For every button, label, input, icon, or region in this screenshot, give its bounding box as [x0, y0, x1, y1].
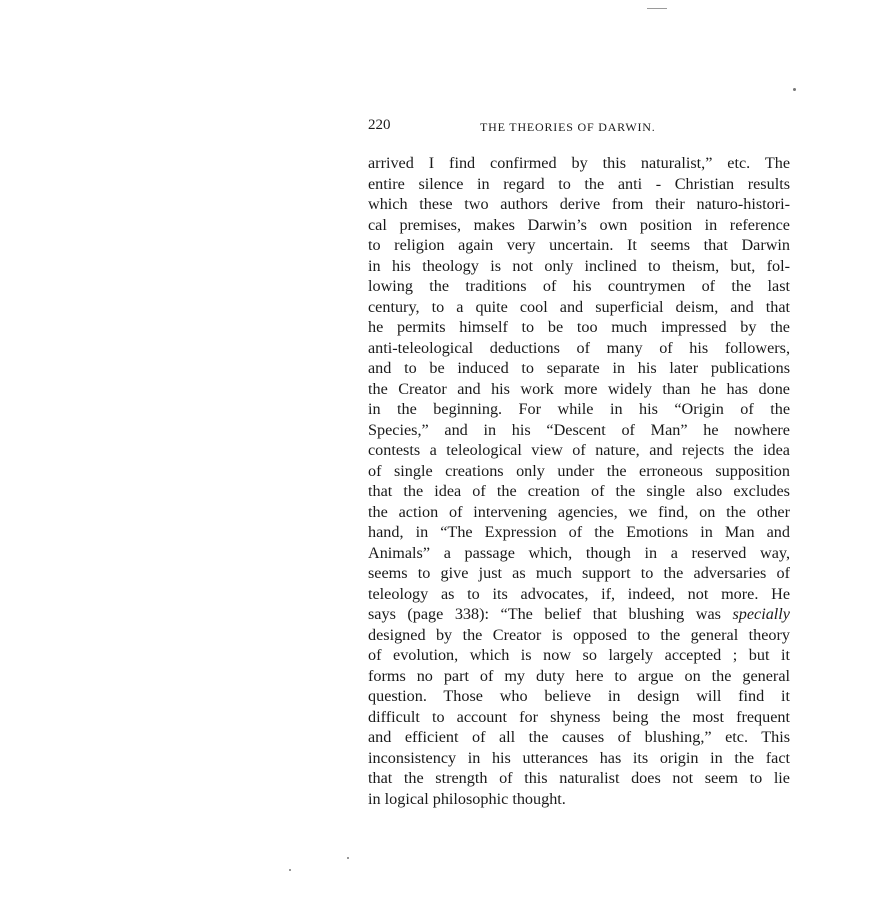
- italic-word: specially: [732, 605, 790, 623]
- scan-mark: [647, 8, 667, 9]
- scan-speck: [289, 869, 291, 871]
- running-title: THE THEORIES OF DARWIN.: [480, 120, 656, 134]
- text-line-with-italic: [368, 604, 790, 625]
- text-line: he permits himself to be too much impressed by the: [368, 318, 790, 336]
- text-line: contests a teleological view of nature, and rejects the idea: [368, 441, 790, 459]
- text-line: and to be induced to separate in his later publications: [368, 359, 790, 377]
- text-line: Species,” and in his “Descent of Man” he nowhere: [368, 420, 790, 439]
- text-line: that the strength of this naturalist does not seem to lie: [368, 769, 790, 787]
- text-line: and efficient of all the causes of blushing,” etc. This: [368, 728, 790, 746]
- text-line: Animals” a passage which, though in a reserved way,: [368, 543, 790, 562]
- text-line: entire silence in regard to the anti - Christian results: [368, 174, 790, 193]
- scan-speck: [793, 88, 796, 91]
- text-line: to religion again very uncertain. It seems that Darwin: [368, 236, 790, 254]
- text-line: inconsistency in his utterances has its origin in the fact: [368, 748, 790, 767]
- text-line: of evolution, which is now so largely accepted ; but it: [368, 646, 790, 664]
- text-line: anti-teleological deductions of many of his followers,: [368, 338, 790, 357]
- text-line: the Creator and his work more widely than he has done: [368, 379, 790, 398]
- text-line: difficult to account for shyness being the most frequent: [368, 707, 790, 726]
- text-line-last: in logical philosophic thought.: [368, 789, 566, 808]
- text-line: designed by the Creator is opposed to the general theory: [368, 625, 790, 644]
- text-line: hand, in “The Expression of the Emotions in Man and: [368, 523, 790, 541]
- text-line: in his theology is not only inclined to theism, but, fol-: [368, 256, 790, 275]
- body-paragraph: [368, 153, 790, 809]
- text-line-lead: says (page 338): “The belief that blushing was: [368, 605, 733, 623]
- text-line: cal premises, makes Darwin’s own position in reference: [368, 215, 790, 234]
- text-line: of single creations only under the erroneous supposition: [368, 461, 790, 480]
- page-number: 220: [368, 117, 391, 133]
- text-line: forms no part of my duty here to argue on the general: [368, 666, 790, 685]
- text-line: seems to give just as much support to the adversaries of: [368, 564, 790, 582]
- text-line: teleology as to its advocates, if, indeed, not more. He: [368, 584, 790, 603]
- text-line: that the idea of the creation of the single also excludes: [368, 482, 790, 500]
- scan-speck: [347, 857, 349, 859]
- text-line: which these two authors derive from their naturo-histori-: [368, 195, 790, 213]
- text-line: lowing the traditions of his countrymen of the last: [368, 277, 790, 295]
- text-line: arrived I find confirmed by this naturalist,” etc. The: [368, 154, 790, 172]
- running-header: [368, 117, 790, 137]
- text-line: in the beginning. For while in his “Origin of the: [368, 400, 790, 418]
- text-line: century, to a quite cool and superficial deism, and that: [368, 297, 790, 316]
- text-line: the action of intervening agencies, we find, on the other: [368, 502, 790, 521]
- text-line: question. Those who believe in design will find it: [368, 687, 790, 705]
